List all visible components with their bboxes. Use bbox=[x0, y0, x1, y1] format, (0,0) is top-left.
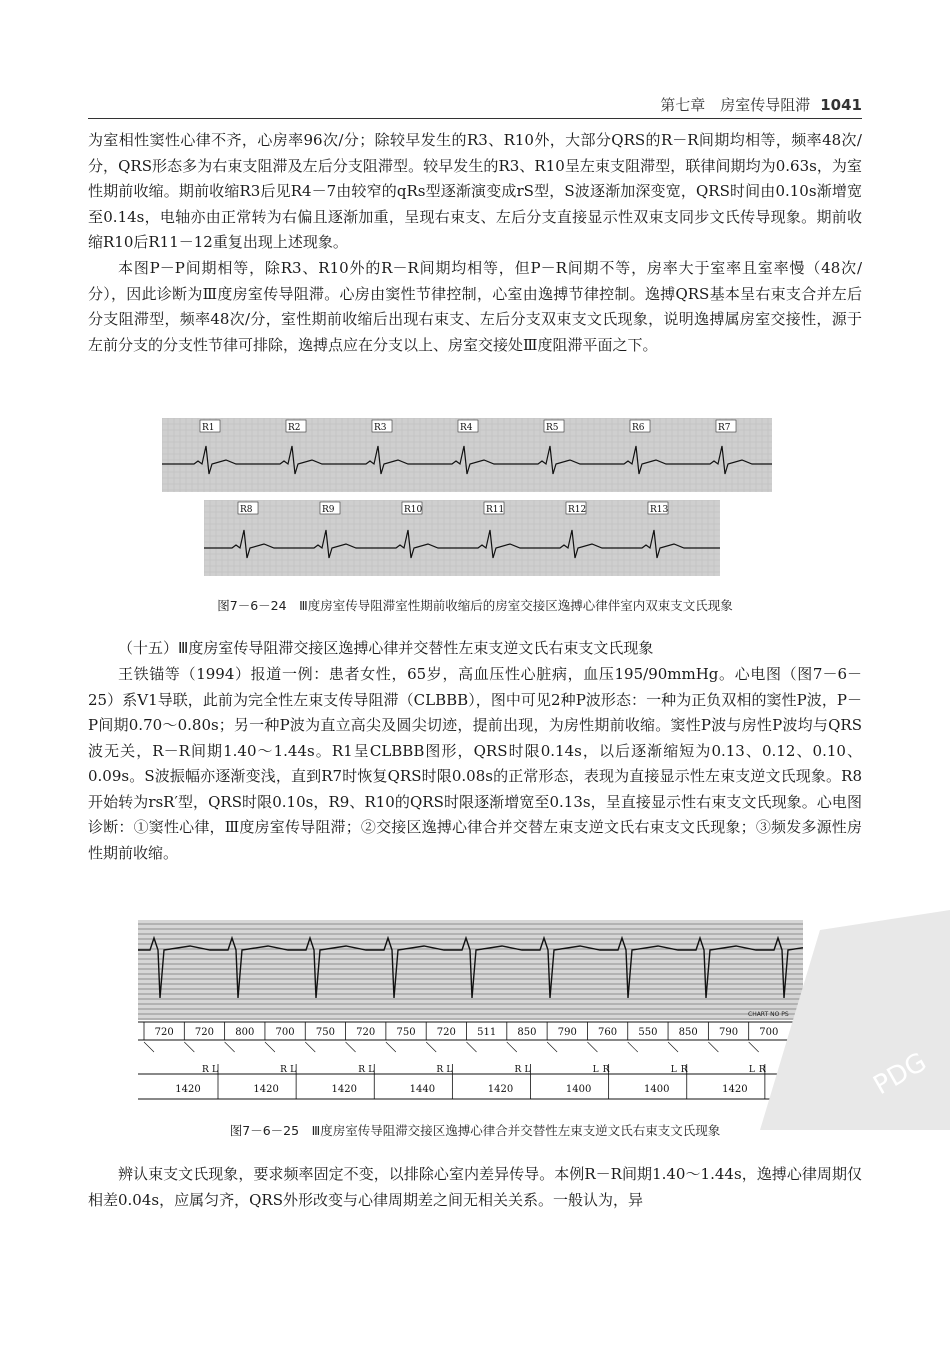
ecg-strip-bottom bbox=[204, 500, 720, 576]
paragraph-2 bbox=[88, 256, 862, 358]
bundle-mark: L bbox=[212, 1065, 218, 1075]
bundle-mark: R bbox=[680, 1065, 688, 1075]
bundle-mark: L bbox=[368, 1065, 375, 1075]
conduction-line bbox=[507, 1042, 517, 1052]
rr-interval: 1420 bbox=[487, 1084, 514, 1095]
paragraph-4-text: 辨认束支文氏现象，要求频率固定不变，以排除心室内差异传导。本例R－R间期1.40～1.44s，逸搏心律周期仅相差0.04s，应属匀齐，QRS外形改变与心律周期差之间无相关关系。一般认为，异 bbox=[88, 1165, 862, 1209]
bundle-mark: L bbox=[748, 1065, 755, 1075]
conduction-line bbox=[386, 1042, 396, 1052]
pp-interval: 790 bbox=[718, 1027, 739, 1038]
conduction-line bbox=[225, 1042, 235, 1052]
rr-interval: 1420 bbox=[175, 1084, 201, 1095]
pp-interval: 720 bbox=[356, 1027, 376, 1038]
bundle-mark: L bbox=[592, 1065, 599, 1075]
paragraph-3-text: 王铁锚等（1994）报道一例：患者女性，65岁，高血压性心脏病，血压195/90mmHg。心电图（图7－6－25）系V1导联，此前为完全性左束支传导阻滞（CLBBB），图中可见2种P波形态：一种为正负双相的窦性P波，P－P间期0.70～0.80s；另一种P波为直立高尖及圆尖切迹，提前出现，为房性期前收缩。窦性P波与房性P波均与QRS波无关，R－R间期1.40～1.44s。R1呈CLBBB图形，QRS时限0.14s，以后逐渐缩短为0.13、0.12、0.10、0.09s。S波振幅亦逐渐变浅，直到R7时恢复QRS时限0.08s的正常形态，表现为直接显示性左束支逆文氏现象。R8开始转为rsR′型，QRS时限0.10s，R9、R10的QRS时限逐渐增宽至0.13s，呈直接显示性右束支文氏现象。心电图诊断：①窦性心律，Ⅲ度房室传导阻滞；②交接区逸搏心律合并交替左束支逆文氏右束支文氏现象；③频发多源性房性期前收缩。 bbox=[88, 665, 862, 862]
beat-label: R8 bbox=[240, 505, 253, 515]
conduction-line bbox=[587, 1042, 597, 1052]
conduction-line bbox=[346, 1042, 356, 1052]
beat-label: R11 bbox=[486, 505, 505, 515]
pp-interval: 750 bbox=[396, 1027, 416, 1038]
watermark-seal bbox=[700, 910, 950, 1130]
paragraph-4 bbox=[88, 1162, 862, 1213]
page-number: 1041 bbox=[820, 96, 862, 114]
conduction-line bbox=[426, 1042, 436, 1052]
ecg-strip-top bbox=[162, 418, 772, 492]
bundle-mark: R bbox=[758, 1065, 766, 1075]
bundle-mark: L bbox=[670, 1065, 677, 1075]
bundle-mark: R bbox=[602, 1065, 610, 1075]
pp-interval: 720 bbox=[436, 1027, 456, 1038]
rr-interval: 1420 bbox=[331, 1084, 357, 1095]
rr-interval: 1400 bbox=[644, 1084, 670, 1095]
pp-interval: 800 bbox=[235, 1027, 255, 1038]
page-header bbox=[88, 92, 862, 119]
pp-interval: 760 bbox=[598, 1027, 618, 1038]
beat-label: R9 bbox=[322, 505, 335, 515]
beat-label: R7 bbox=[718, 423, 731, 433]
conduction-line bbox=[467, 1042, 477, 1052]
conduction-line bbox=[144, 1042, 154, 1052]
pp-interval: 511 bbox=[477, 1027, 497, 1038]
conduction-line bbox=[668, 1042, 678, 1052]
pp-interval: 720 bbox=[194, 1027, 215, 1038]
beat-label: R10 bbox=[404, 505, 423, 515]
rr-interval: 1400 bbox=[565, 1084, 592, 1095]
beat-label: R3 bbox=[374, 423, 387, 433]
section-title: （十五）Ⅲ度房室传导阻滞交接区逸搏心律并交替性左束支逆文氏右束支文氏现象 bbox=[118, 639, 654, 657]
bundle-mark: L bbox=[290, 1065, 297, 1075]
figure-25-caption: 图7－6－25 Ⅲ度房室传导阻滞交接区逸搏心律合并交替性左束支逆文氏右束支文氏现象 bbox=[229, 1123, 721, 1138]
pp-interval: 850 bbox=[517, 1027, 537, 1038]
bundle-mark: L bbox=[524, 1065, 531, 1075]
header-text bbox=[660, 94, 862, 115]
beat-label: R4 bbox=[460, 423, 473, 433]
beat-label: R13 bbox=[650, 505, 669, 515]
bundle-mark: R bbox=[436, 1065, 444, 1075]
paragraph-1-text: 为室相性窦性心律不齐，心房率96次/分；除较早发生的R3、R10外，大部分QRS的R－R间期均相等，频率48次/分，QRS形态多为右束支阻滞及左后分支阻滞型。较早发生的R3、R10呈左束支阻滞型，联律间期均为0.63s，为室性期前收缩。期前收缩R3后见R4－7由较窄的qRs型逐渐演变成rS型，S波逐渐加深变宽，QRS时间由0.10s渐增宽至0.14s，电轴亦由正常转为右偏且逐渐加重，呈现右束支、左后分支直接显示性双束支同步文氏传导现象。期前收缩R10后R11－12重复出现上述现象。 bbox=[88, 131, 862, 251]
bundle-mark: R bbox=[514, 1065, 522, 1075]
rr-interval: 1440 bbox=[409, 1084, 436, 1095]
beat-label: R2 bbox=[288, 423, 301, 433]
conduction-line bbox=[547, 1042, 557, 1052]
conduction-line bbox=[305, 1042, 315, 1052]
figure-24-caption: 图7－6－24 Ⅲ度房室传导阻滞室性期前收缩后的房室交接区逸搏心律伴室内双束支文氏现象 bbox=[217, 598, 733, 613]
bundle-mark: L bbox=[446, 1065, 453, 1075]
chapter-title: 第七章 房室传导阻滞 bbox=[660, 96, 811, 114]
beat-label: R6 bbox=[632, 423, 645, 433]
bundle-mark: R bbox=[202, 1065, 209, 1075]
chart-stamp: CHART NO PS bbox=[748, 1011, 789, 1018]
pp-interval: 700 bbox=[759, 1027, 779, 1038]
beat-label: R1 bbox=[202, 423, 215, 433]
pp-interval: 700 bbox=[275, 1027, 295, 1038]
pp-interval: 850 bbox=[678, 1027, 698, 1038]
rr-interval: 1420 bbox=[253, 1084, 279, 1095]
bundle-mark: R bbox=[358, 1065, 366, 1075]
conduction-line bbox=[265, 1042, 275, 1052]
pp-interval: 750 bbox=[315, 1027, 335, 1038]
beat-label: R5 bbox=[546, 423, 559, 433]
conduction-line bbox=[628, 1042, 638, 1052]
beat-label: R12 bbox=[568, 505, 587, 515]
rr-interval: 1420 bbox=[722, 1084, 748, 1095]
conduction-line bbox=[184, 1042, 194, 1052]
paragraph-1 bbox=[88, 128, 862, 256]
paragraph-3 bbox=[88, 662, 862, 866]
pp-interval: 720 bbox=[154, 1027, 174, 1038]
pp-interval: 790 bbox=[557, 1027, 577, 1038]
paragraph-2-text: 本图P－P间期相等，除R3、R10外的R－R间期均相等，但P－R间期不等，房率大于室率且室率慢（48次/分），因此诊断为Ⅲ度房室传导阻滞。心房由窦性节律控制，心室由逸搏节律控制。逸搏QRS基本呈右束支合并左后分支阻滞型，频率48次/分，室性期前收缩后出现右束支、左后分支双束支文氏现象，说明逸搏属房室交接性，源于左前分支的分支性节律可排除，逸搏点应在分支以上、房室交接处Ⅲ度阻滞平面之下。 bbox=[88, 259, 862, 354]
bundle-mark: R bbox=[280, 1065, 287, 1075]
pp-interval: 550 bbox=[638, 1027, 658, 1038]
watermark-text: PDG bbox=[868, 1047, 932, 1102]
